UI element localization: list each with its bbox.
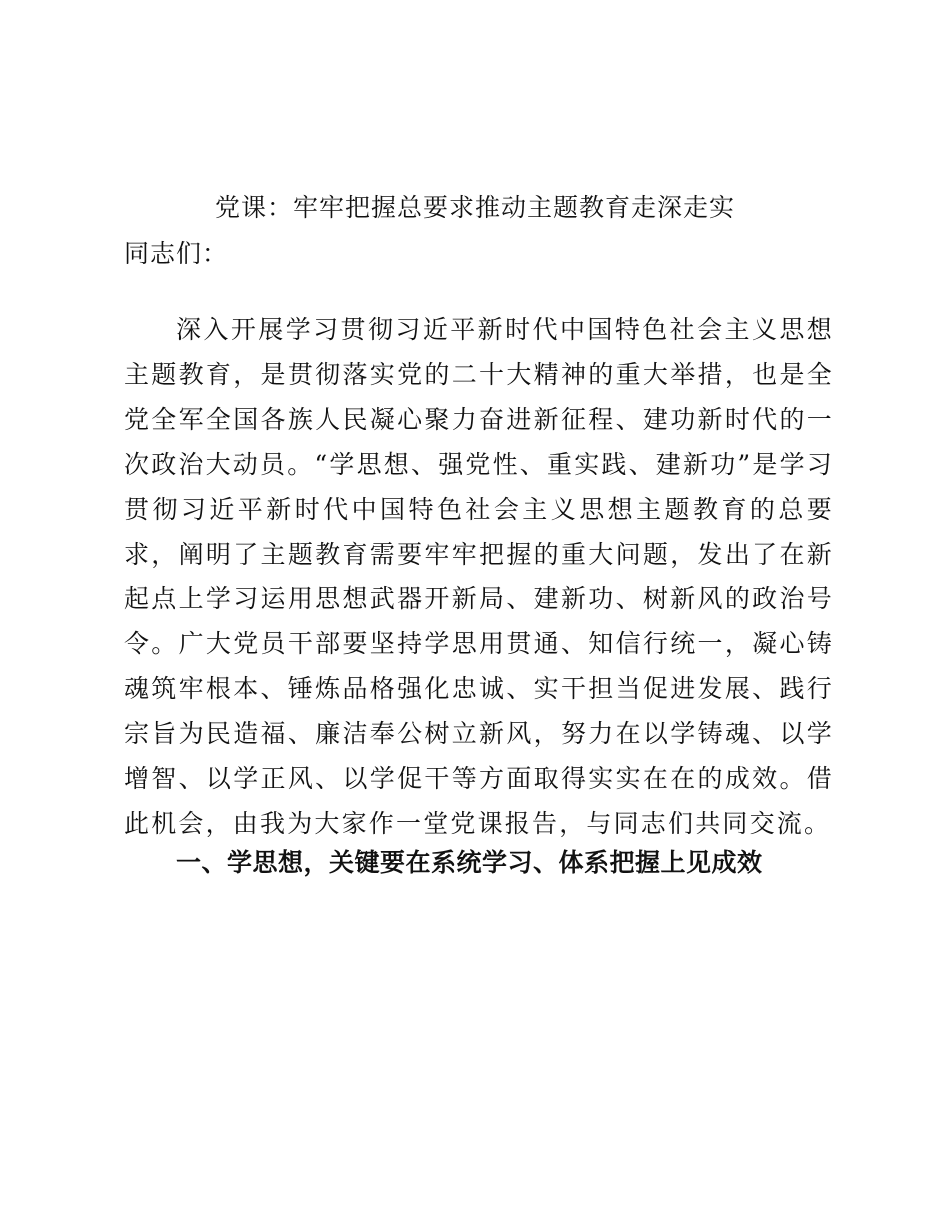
document-title: 党课：牢牢把握总要求推动主题教育走深走实 bbox=[214, 193, 735, 222]
greeting: 同志们： bbox=[124, 239, 229, 268]
section-heading: 一、学思想，关键要在系统学习、体系把握上见成效 bbox=[176, 848, 763, 877]
body-paragraph: 深入开展学习贯彻习近平新时代中国特色社会主义思想主题教育，是贯彻落实党的二十大精神的重大举措，也是全党全军全国各族人民凝心聚力奋进新征程、建功新时代的一次政治大动员。“学思想、强党性、重实践、建新功”是学习贯彻习近平新时代中国特色社会主义思想主题教育的总要求，阐明了主题教育需要牢牢把握的重大问题，发出了在新起点上学习运用思想武器开新局、建新功、树新风的政治号令。广大党员干部要坚持学思用贯通、知信行统一，凝心铸魂筑牢根本、锤炼品格强化忠诚、实干担当促进发展、践行宗旨为民造福、廉洁奉公树立新风，努力在以学铸魂、以学增智、以学正风、以学促干等方面取得实实在在的成效。借此机会，由我为大家作一堂党课报告，与同志们共同交流。 bbox=[124, 315, 834, 838]
